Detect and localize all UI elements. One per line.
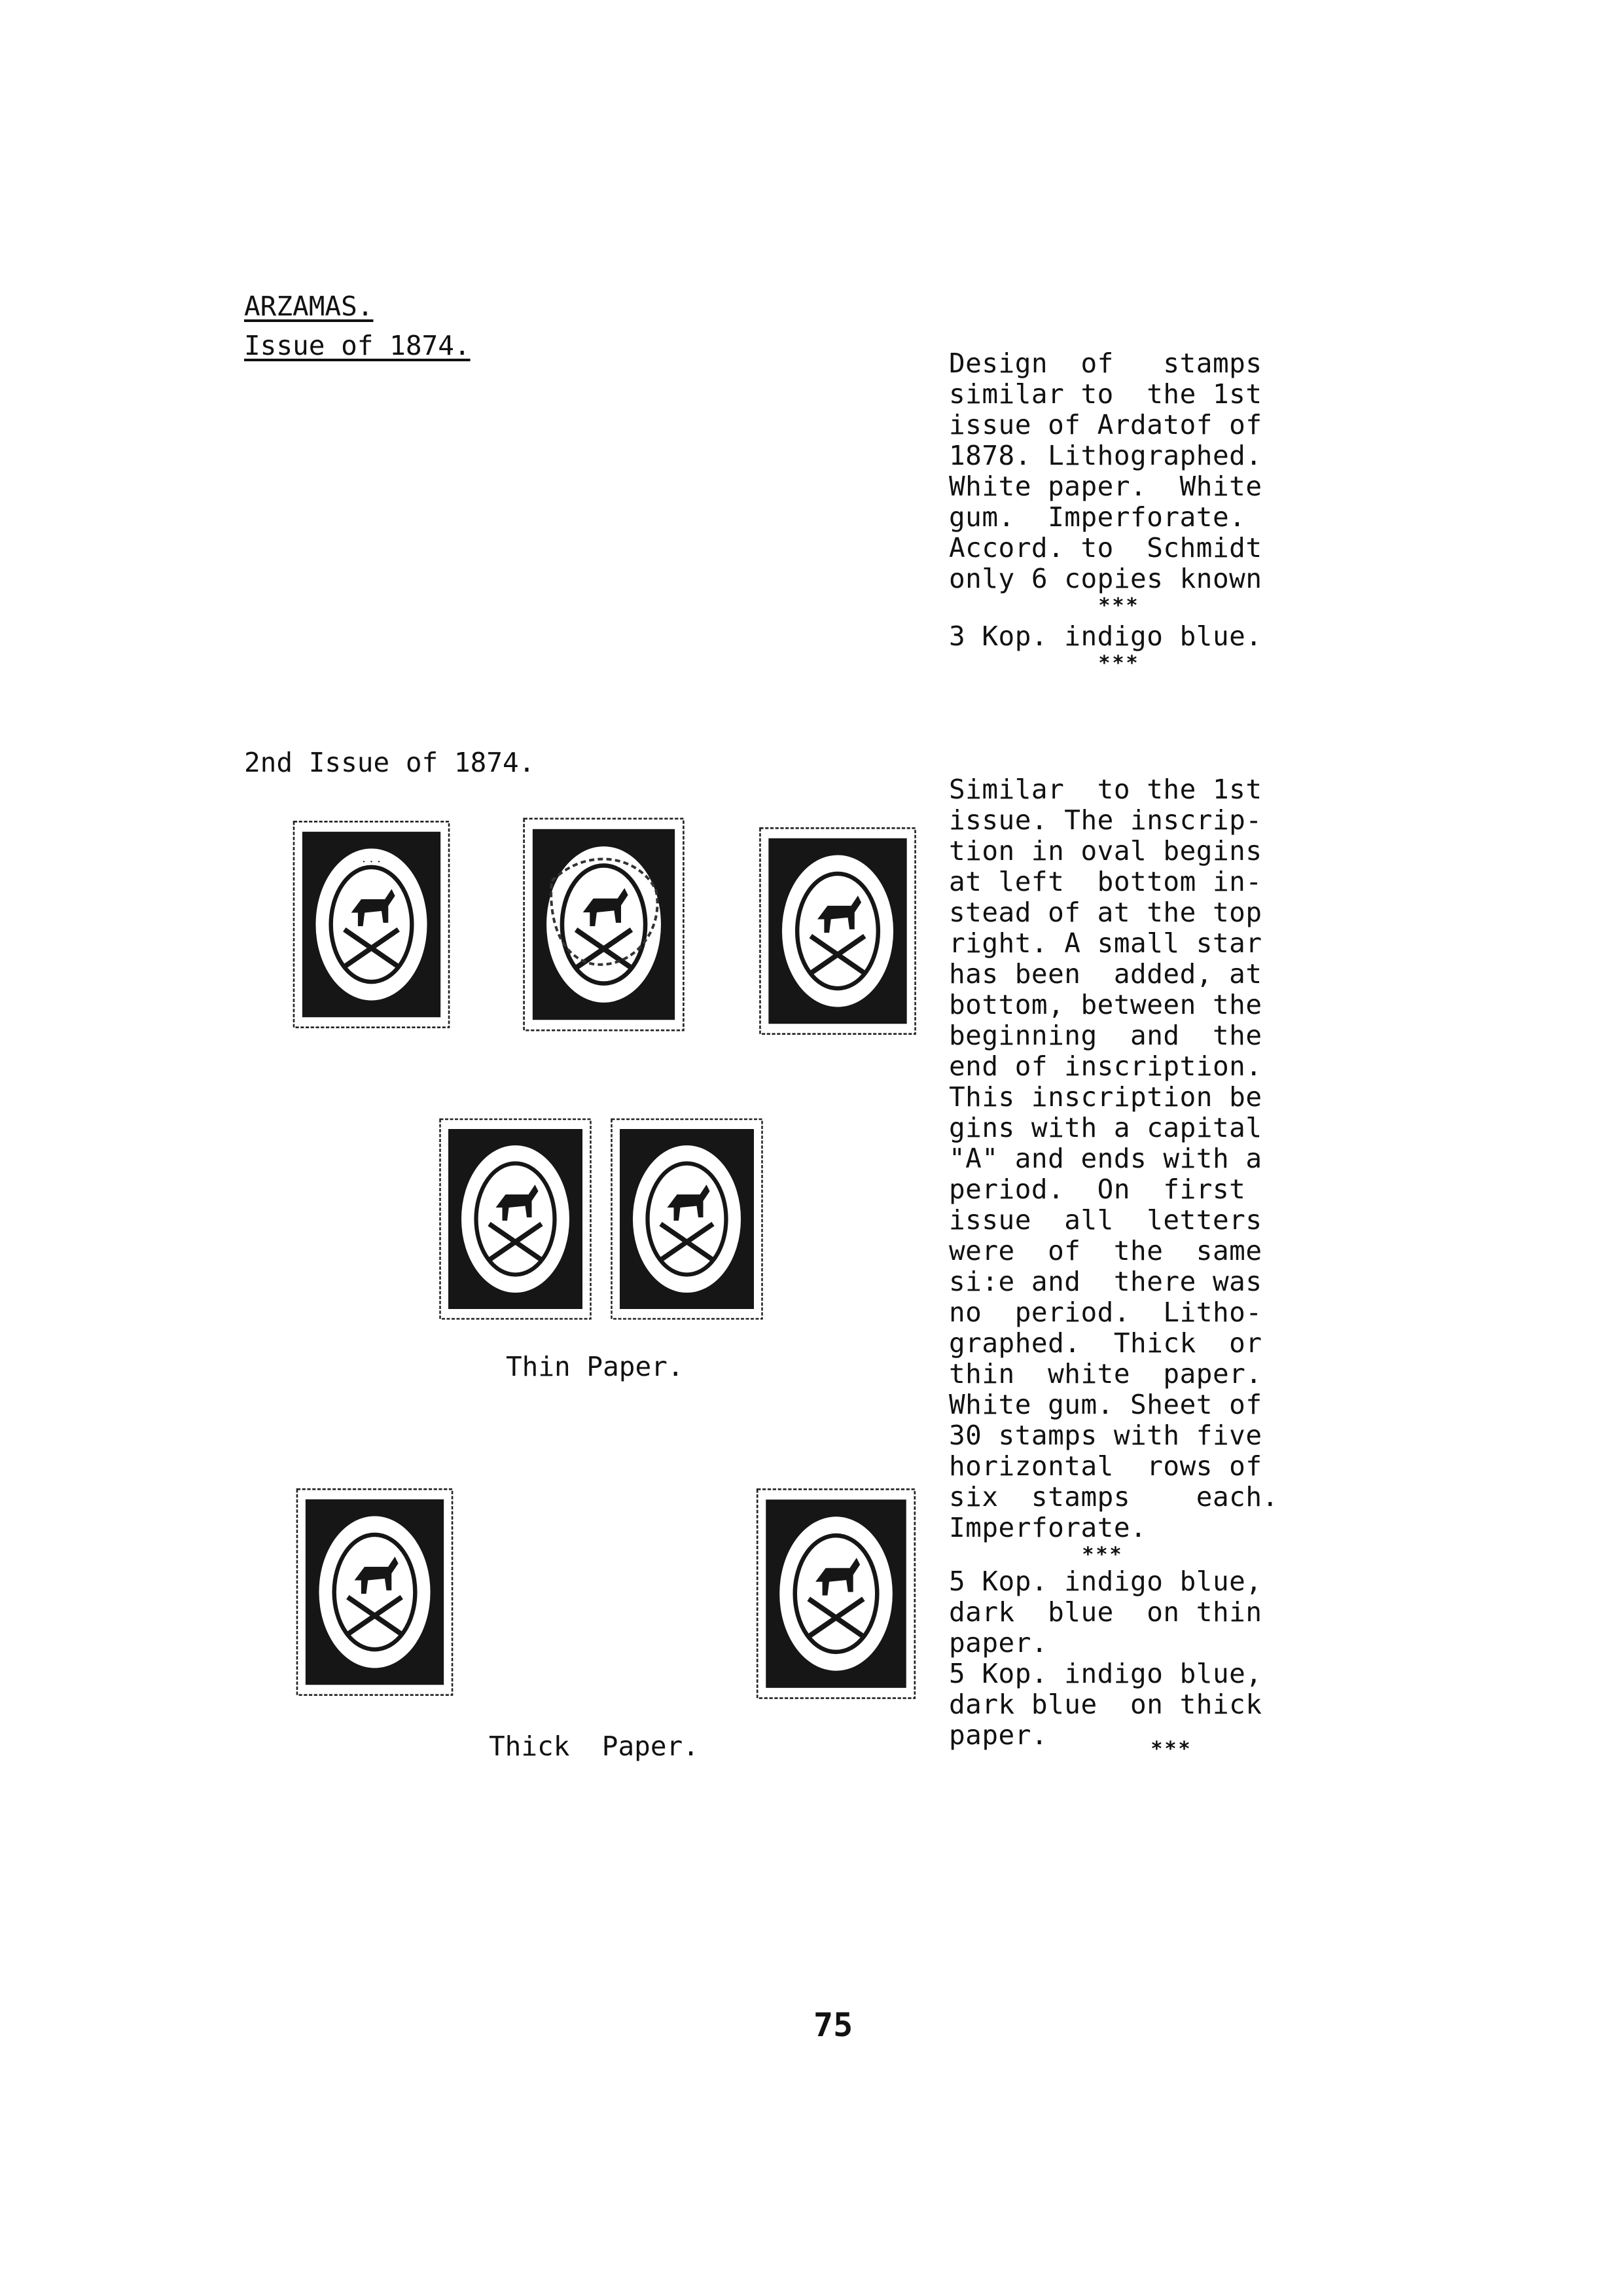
issue1-line: similar to the 1st bbox=[949, 378, 1262, 410]
issue1-line: issue of Ardatof of bbox=[949, 409, 1262, 440]
issue1-line: gum. Imperforate. bbox=[949, 501, 1246, 533]
issue2-value-line: 5 Kop. indigo blue, bbox=[949, 1566, 1262, 1597]
stamp-icon bbox=[432, 1113, 599, 1325]
issue2-line: si:e and there was bbox=[949, 1266, 1262, 1297]
issue1-value: 3 Kop. indigo blue. bbox=[949, 620, 1262, 652]
issue2-value-line: dark blue on thin bbox=[949, 1596, 1262, 1628]
place-heading: ARZAMAS. bbox=[244, 291, 374, 322]
issue2-line: stead of at the top bbox=[949, 897, 1262, 928]
issue1-line: only 6 copies known bbox=[949, 563, 1262, 594]
stamp-icon bbox=[749, 1482, 923, 1705]
issue2-heading: 2nd Issue of 1874. bbox=[244, 747, 535, 778]
issue2-line: White gum. Sheet of bbox=[949, 1389, 1262, 1420]
stamp-icon bbox=[753, 821, 923, 1041]
separator-stars: *** bbox=[1098, 594, 1140, 617]
issue2-value-line: dark blue on thick bbox=[949, 1689, 1262, 1720]
stamp-image bbox=[603, 1113, 770, 1325]
issue2-line: horizontal rows of bbox=[949, 1450, 1262, 1482]
issue2-value-line: paper. bbox=[949, 1627, 1048, 1659]
issue2-line: beginning and the bbox=[949, 1020, 1262, 1051]
issue2-line: Imperforate. bbox=[949, 1512, 1147, 1543]
stamp-image bbox=[749, 1482, 923, 1705]
svg-text:· · ·: · · · bbox=[362, 855, 381, 869]
issue2-line: issue. The inscrip- bbox=[949, 804, 1262, 836]
caption-thin-paper: Thin Paper. bbox=[506, 1351, 684, 1382]
issue2-line: end of inscription. bbox=[949, 1050, 1262, 1082]
issue2-line: were of the same bbox=[949, 1235, 1262, 1266]
issue1-line: Accord. to Schmidt bbox=[949, 532, 1262, 564]
issue1-line: Design of stamps bbox=[949, 348, 1262, 379]
issue2-line: thin white paper. bbox=[949, 1358, 1262, 1390]
issue2-line: no period. Litho- bbox=[949, 1297, 1262, 1328]
stamp-icon bbox=[517, 812, 690, 1037]
stamp-image bbox=[517, 812, 690, 1037]
issue1-line: White paper. White bbox=[949, 471, 1262, 502]
caption-thick-paper: Thick Paper. bbox=[489, 1731, 699, 1762]
issue2-line: issue all letters bbox=[949, 1204, 1262, 1236]
separator-stars: *** bbox=[1098, 652, 1140, 675]
stamp-icon bbox=[603, 1113, 770, 1325]
issue2-line: graphed. Thick or bbox=[949, 1327, 1262, 1359]
issue2-description bbox=[949, 774, 1283, 1761]
issue2-line: Similar to the 1st bbox=[949, 774, 1262, 805]
issue2-value-line: 5 Kop. indigo blue, bbox=[949, 1658, 1262, 1689]
issue1-heading: Issue of 1874. bbox=[244, 330, 471, 361]
issue1-line: 1878. Lithographed. bbox=[949, 440, 1262, 471]
issue2-line: "A" and ends with a bbox=[949, 1143, 1262, 1174]
issue1-description bbox=[949, 348, 1289, 675]
issue2-line: tion in oval begins bbox=[949, 835, 1262, 867]
issue2-line: 30 stamps with five bbox=[949, 1420, 1262, 1451]
page-number: 75 bbox=[813, 2006, 853, 2044]
separator-stars: *** bbox=[1150, 1738, 1192, 1761]
stamp-image bbox=[753, 821, 923, 1041]
issue2-line: period. On first bbox=[949, 1174, 1246, 1205]
issue2-line: has been added, at bbox=[949, 958, 1262, 990]
issue2-line: This inscription be bbox=[949, 1081, 1262, 1113]
issue2-line: gins with a capital bbox=[949, 1112, 1262, 1143]
separator-stars: *** bbox=[1082, 1543, 1124, 1566]
issue2-line: right. A small star bbox=[949, 927, 1262, 959]
issue2-line: six stamps each. bbox=[949, 1481, 1279, 1513]
stamp-icon bbox=[285, 815, 458, 1034]
issue2-value-line: paper. bbox=[949, 1719, 1048, 1751]
issue2-line: at left bottom in- bbox=[949, 866, 1262, 897]
stamp-icon bbox=[288, 1482, 461, 1702]
stamp-image bbox=[288, 1482, 461, 1702]
stamp-image bbox=[285, 815, 458, 1034]
stamp-image bbox=[432, 1113, 599, 1325]
issue2-line: bottom, between the bbox=[949, 989, 1262, 1020]
